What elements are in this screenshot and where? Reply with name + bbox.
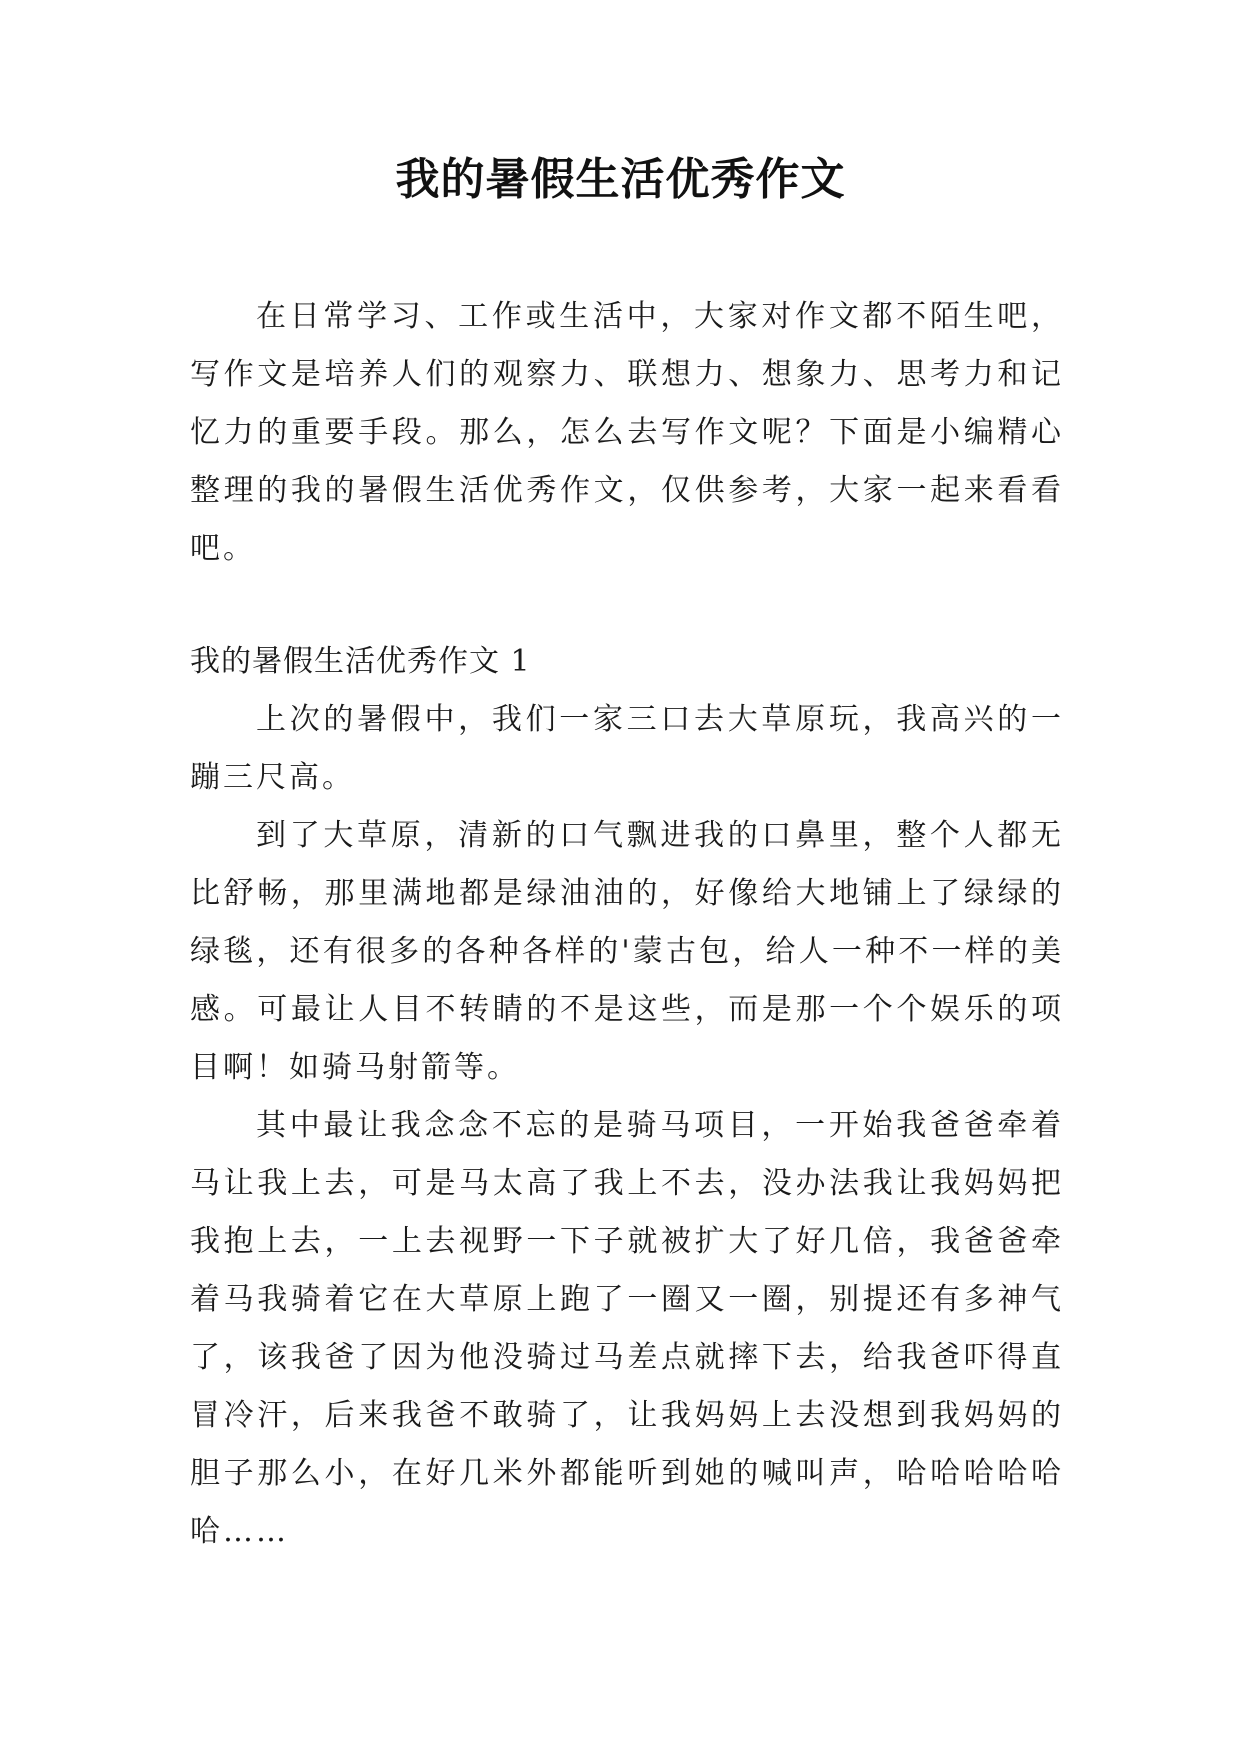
essay-paragraph-3: 其中最让我念念不忘的是骑马项目，一开始我爸爸牵着马让我上去，可是马太高了我上不去，没办法我让我妈妈把我抱上去，一上去视野一下子就被扩大了好几倍，我爸爸牵着马我骑着它在大草原上跑了一圈又一圈，别提还有多神气了，该我爸了因为他没骑过马差点就摔下去，给我爸吓得直冒冷汗，后来我爸不敢骑了，让我妈妈上去没想到我妈妈的胆子那么小，在好几米外都能听到她的喊叫声，哈哈哈哈哈哈…… (190, 1108, 1064, 1549)
essay-heading: 我的暑假生活优秀作文 1 (190, 644, 531, 679)
essay-paragraph-2: 到了大草原，清新的口气飘进我的口鼻里，整个人都无比舒畅，那里满地都是绿油油的，好像给大地铺上了绿绿的绿毯，还有很多的各种各样的'蒙古包，给人一种不一样的美感。可最让人目不转睛的不是这些，而是那一个个娱乐的项目啊！如骑马射箭等。 (190, 818, 1064, 1085)
document-title: 我的暑假生活优秀作文 (395, 154, 846, 205)
intro-paragraph: 在日常学习、工作或生活中，大家对作文都不陌生吧，写作文是培养人们的观察力、联想力、想象力、思考力和记忆力的重要手段。那么，怎么去写作文呢？下面是小编精心整理的我的暑假生活优秀作文，仅供参考，大家一起来看看吧。 (190, 299, 1064, 566)
essay-paragraph-1: 上次的暑假中，我们一家三口去大草原玩，我高兴的一蹦三尺高。 (190, 702, 1064, 795)
document-body (190, 288, 1064, 1561)
